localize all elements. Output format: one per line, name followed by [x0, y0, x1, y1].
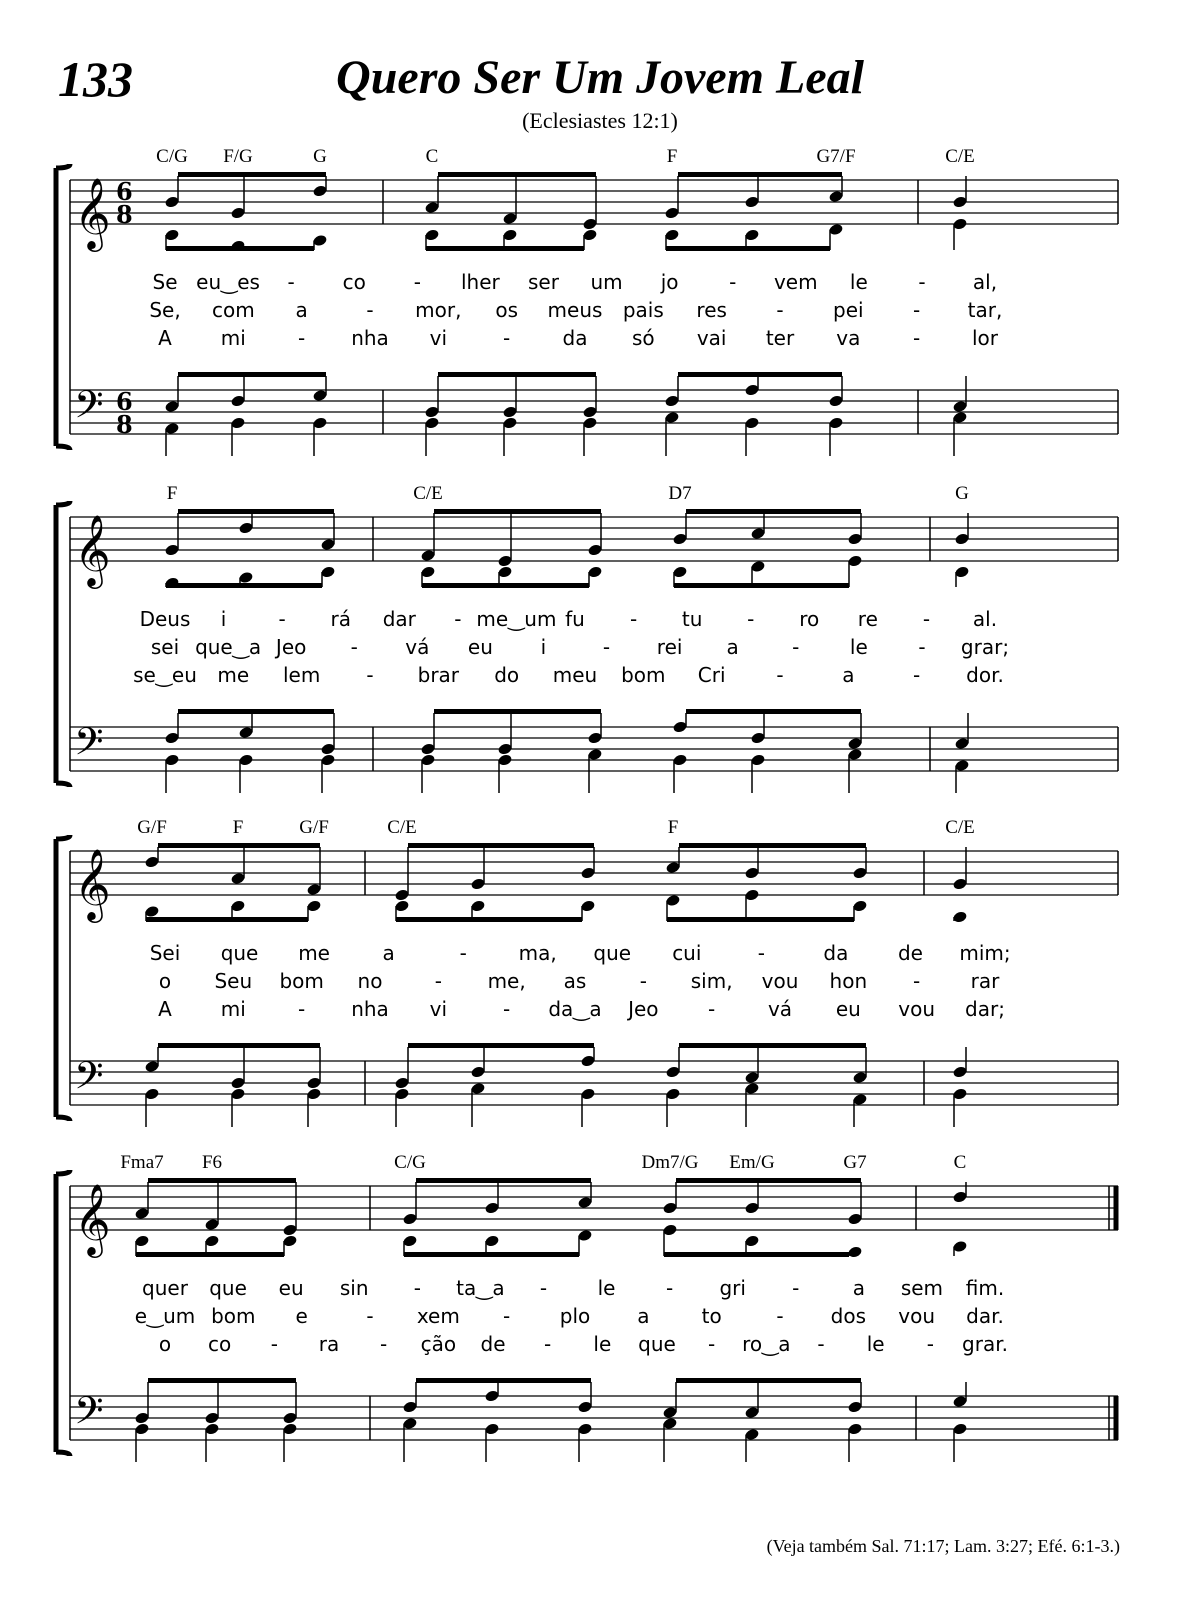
footnote: (Veja também Sal. 71:17; Lam. 3:27; Efé. 6:1-3.) — [766, 1536, 1120, 1556]
lyric-syllable: me — [298, 941, 330, 965]
syllable-hyphen: - — [708, 997, 716, 1021]
lyric-syllable: vem — [773, 270, 818, 294]
lyric-syllable: grar. — [962, 1332, 1008, 1356]
chord-symbol: G — [955, 483, 969, 504]
chord-symbol: F — [232, 817, 244, 838]
beam — [679, 1043, 866, 1048]
chord-symbol: C/E — [413, 483, 443, 504]
verse-1-lyrics — [142, 1276, 1004, 1300]
verse-3-lyrics — [158, 997, 1005, 1021]
bass-staff — [70, 1388, 1118, 1442]
syllable-hyphen: - — [913, 298, 921, 322]
lyric-syllable: hon — [829, 969, 868, 993]
beam — [438, 172, 596, 177]
lyric-syllable: o — [158, 969, 172, 993]
lyric-syllable: to — [701, 1304, 722, 1328]
verse-1-lyrics — [153, 270, 998, 294]
verse-3-lyrics — [133, 663, 1004, 687]
lyric-syllable: Seu — [214, 969, 253, 993]
chord-symbol: C/E — [387, 817, 417, 838]
beam — [416, 1178, 591, 1183]
treble-clef: 𝄞 — [74, 847, 111, 920]
treble-staff — [70, 176, 1118, 252]
syllable-hyphen: - — [270, 1332, 278, 1356]
beam — [426, 246, 584, 251]
chord-symbol: F — [667, 817, 679, 838]
lyric-syllable: ta‿a — [456, 1276, 505, 1300]
beam — [664, 1252, 849, 1257]
beam — [178, 172, 326, 177]
lyric-syllable: sei — [150, 635, 180, 659]
syllable-hyphen: - — [503, 997, 511, 1021]
syllable-hyphen: - — [922, 607, 931, 631]
syllable-hyphen: - — [926, 1332, 934, 1356]
lyric-syllable: da‿a — [548, 997, 602, 1021]
syllable-hyphen: - — [913, 663, 921, 687]
syllable-hyphen: - — [544, 1332, 552, 1356]
beam — [148, 1378, 296, 1383]
lyric-syllable: que — [209, 1276, 247, 1300]
beam — [686, 709, 861, 714]
beam — [676, 1378, 861, 1383]
syllable-hyphen: - — [792, 1276, 800, 1300]
system-2 — [56, 483, 1118, 793]
lyric-syllable: meus — [547, 298, 603, 322]
lyric-syllable: ma, — [518, 941, 557, 965]
chord-symbol: G/F — [299, 817, 329, 838]
lyric-syllable: que — [638, 1332, 676, 1356]
lyric-syllable: ter — [765, 326, 795, 350]
lyric-syllable: le — [593, 1332, 612, 1356]
chord-symbol: C/G — [156, 146, 188, 167]
beam — [686, 509, 861, 514]
lyric-syllable: vou — [898, 1304, 936, 1328]
lyric-syllable: i — [220, 607, 227, 631]
syllable-hyphen: - — [413, 270, 421, 294]
time-signature-top: 6 — [116, 177, 133, 206]
bass-clef: 𝄢 — [74, 382, 104, 436]
lyric-syllable: nha — [351, 997, 389, 1021]
syllable-hyphen: - — [366, 663, 374, 687]
beam — [434, 509, 601, 514]
beam — [666, 246, 830, 251]
verse-3-lyrics — [159, 1332, 1008, 1356]
lyric-syllable: vi — [429, 326, 448, 350]
lyric-syllable: a — [852, 1276, 865, 1300]
lyric-syllable: rei — [656, 635, 683, 659]
syllable-hyphen: - — [747, 607, 755, 631]
lyric-syllable: no — [357, 969, 383, 993]
lyric-syllable: fim. — [965, 1276, 1005, 1300]
lyric-syllable: le — [849, 635, 868, 659]
beam — [416, 1378, 591, 1383]
verse-1-lyrics — [140, 607, 997, 631]
lyric-syllable: nha — [351, 326, 389, 350]
syllable-hyphen: - — [287, 270, 295, 294]
beam — [408, 1043, 594, 1048]
lyric-syllable: ro‿a — [742, 1332, 791, 1356]
lyric-syllable: ra — [318, 1332, 340, 1356]
lyric-syllable: o — [158, 1332, 172, 1356]
lyric-syllable: dar. — [966, 1304, 1004, 1328]
syllable-hyphen: - — [757, 941, 765, 965]
lyric-syllable: sim, — [690, 969, 733, 993]
lyric-syllable: um — [590, 270, 623, 294]
syllable-hyphen: - — [366, 298, 374, 322]
lyric-syllable: Se, — [149, 298, 181, 322]
syllable-hyphen: - — [366, 1304, 374, 1328]
syllable-hyphen: - — [503, 326, 511, 350]
lyric-syllable: eu — [278, 1276, 304, 1300]
system-bracket — [56, 164, 70, 450]
lyric-syllable: vou — [898, 997, 936, 1021]
syllable-hyphen: - — [918, 635, 926, 659]
lyric-syllable: i — [540, 635, 547, 659]
chord-symbol: C — [425, 146, 439, 167]
lyric-syllable: pei — [833, 298, 864, 322]
lyric-syllable: vá — [405, 635, 430, 659]
chord-symbol: F — [666, 146, 678, 167]
lyric-syllable: meu — [552, 663, 598, 687]
chord-symbol: G7 — [843, 1152, 867, 1173]
beam — [178, 509, 334, 514]
beam — [178, 709, 334, 714]
syllable-hyphen: - — [454, 607, 462, 631]
beam — [158, 843, 320, 848]
lyric-syllable: dos — [830, 1304, 867, 1328]
chord-symbol: F/G — [223, 146, 253, 167]
lyric-syllable: sin — [339, 1276, 369, 1300]
syllable-hyphen: - — [776, 1304, 784, 1328]
lyric-syllable: rá — [330, 607, 351, 631]
lyric-syllable: tu — [681, 607, 703, 631]
lyric-syllable: mor, — [415, 298, 462, 322]
syllable-hyphen: - — [350, 635, 358, 659]
syllable-hyphen: - — [918, 270, 926, 294]
lyric-syllable: vou — [761, 969, 799, 993]
lyric-syllable: as — [563, 969, 587, 993]
beam — [136, 1252, 284, 1257]
lyric-syllable: lor — [971, 326, 999, 350]
beam — [679, 843, 866, 848]
time-signature-bottom: 8 — [116, 200, 133, 229]
beam — [178, 372, 326, 377]
lyric-syllable: vi — [429, 997, 448, 1021]
lyric-syllable: vai — [696, 326, 727, 350]
lyric-syllable: os — [495, 298, 518, 322]
chord-symbol: Dm7/G — [641, 1152, 699, 1173]
lyric-syllable: dor. — [966, 663, 1004, 687]
chord-symbol: C — [953, 1152, 967, 1173]
beam — [438, 372, 596, 377]
lyric-syllable: dar — [382, 607, 416, 631]
system-3 — [56, 817, 1118, 1127]
lyric-syllable: brar — [417, 663, 460, 687]
syllable-hyphen: - — [913, 969, 921, 993]
lyric-syllable: eu‿es — [196, 270, 260, 294]
lyric-syllable: da — [562, 326, 588, 350]
syllable-hyphen: - — [278, 607, 286, 631]
verse-3-lyrics — [158, 326, 999, 350]
lyric-syllable: A — [158, 326, 172, 350]
beam — [667, 917, 854, 922]
beam — [422, 583, 589, 588]
lyric-syllable: va — [836, 326, 861, 350]
beam — [678, 372, 842, 377]
lyric-syllable: eu — [467, 635, 493, 659]
lyric-syllable: mim; — [959, 941, 1011, 965]
hymn-title: Quero Ser Um Jovem Leal — [336, 51, 864, 104]
verse-2-lyrics — [151, 635, 1009, 659]
syllable-hyphen: - — [380, 1332, 388, 1356]
lyric-syllable: al, — [972, 270, 998, 294]
lyric-syllable: e — [295, 1304, 308, 1328]
lyric-syllable: ção — [420, 1332, 457, 1356]
beam — [146, 917, 308, 922]
verse-2-lyrics — [135, 1304, 1004, 1328]
treble-clef: 𝄞 — [74, 1182, 111, 1255]
lyric-syllable: pais — [622, 298, 664, 322]
lyric-syllable: bom — [621, 663, 666, 687]
chord-symbol: C/E — [945, 146, 975, 167]
syllable-hyphen: - — [539, 1276, 548, 1300]
syllable-hyphen: - — [413, 1276, 421, 1300]
bass-clef: 𝄢 — [74, 1053, 104, 1107]
lyric-syllable: a — [382, 941, 395, 965]
lyric-syllable: bom — [279, 969, 324, 993]
syllable-hyphen: - — [817, 1332, 825, 1356]
lyric-syllable: plo — [559, 1304, 591, 1328]
chord-symbol: F — [166, 483, 178, 504]
chord-symbol: C/E — [945, 817, 975, 838]
lyric-syllable: le — [849, 270, 868, 294]
lyric-syllable: que‿a — [195, 635, 262, 659]
verse-2-lyrics — [159, 969, 1000, 993]
chord-symbol: Em/G — [729, 1152, 775, 1173]
chord-symbol: D7 — [668, 483, 692, 504]
syllable-hyphen: - — [459, 941, 467, 965]
lyric-syllable: mi — [220, 326, 246, 350]
lyric-syllable: grar; — [960, 635, 1010, 659]
syllable-hyphen: - — [503, 1304, 511, 1328]
system-bracket — [56, 835, 70, 1121]
lyric-syllable: se‿eu — [133, 663, 197, 687]
lyric-syllable: eu — [835, 997, 861, 1021]
bass-clef: 𝄢 — [74, 719, 104, 773]
lyric-syllable: quer — [142, 1276, 188, 1300]
beam — [674, 583, 849, 588]
lyric-syllable: me — [217, 663, 250, 687]
syllable-hyphen: - — [792, 635, 800, 659]
treble-clef: 𝄞 — [74, 176, 111, 249]
lyric-syllable: fu — [565, 607, 585, 631]
lyric-syllable: do — [494, 663, 520, 687]
lyric-syllable: le — [597, 1276, 616, 1300]
lyric-syllable: a — [842, 663, 855, 687]
beam — [166, 583, 322, 588]
time-signature-bottom: 8 — [116, 410, 133, 439]
time-signature-top: 6 — [116, 387, 133, 416]
syllable-hyphen: - — [776, 663, 784, 687]
lyric-syllable: cui — [672, 941, 702, 965]
syllable-hyphen: - — [776, 298, 784, 322]
chord-symbol: C/G — [394, 1152, 426, 1173]
lyric-syllable: gri — [719, 1276, 746, 1300]
beam — [396, 917, 582, 922]
lyric-syllable: Se — [152, 270, 178, 294]
syllable-hyphen: - — [708, 1332, 716, 1356]
scripture-reference: (Eclesiastes 12:1) — [522, 108, 678, 133]
lyric-syllable: a — [295, 298, 308, 322]
lyric-syllable: Jeo — [275, 635, 307, 659]
beam — [676, 1178, 861, 1183]
beam — [408, 843, 594, 848]
lyric-syllable: Deus — [139, 607, 191, 631]
lyric-syllable: al. — [972, 607, 998, 631]
verse-2-lyrics — [149, 298, 1002, 322]
lyric-syllable: me, — [487, 969, 526, 993]
syllable-hyphen: - — [629, 607, 638, 631]
lyric-syllable: Jeo — [628, 997, 659, 1021]
lyric-syllable: le — [866, 1332, 885, 1356]
verse-1-lyrics — [150, 941, 1011, 965]
lyric-syllable: co — [208, 1332, 232, 1356]
system-bracket — [56, 501, 70, 787]
lyric-syllable: só — [632, 326, 655, 350]
syllable-hyphen: - — [913, 326, 921, 350]
system-1 — [56, 146, 1118, 456]
lyric-syllable: e‿um — [134, 1304, 196, 1328]
lyric-syllable: de — [897, 941, 923, 965]
system-4 — [56, 1152, 1118, 1462]
lyric-syllable: ser — [527, 270, 559, 294]
beam — [678, 172, 842, 177]
syllable-hyphen: - — [298, 326, 306, 350]
beam — [166, 246, 314, 251]
beam — [158, 1043, 320, 1048]
lyric-syllable: a — [726, 635, 739, 659]
lyric-syllable: mi — [220, 997, 246, 1021]
lyric-syllable: co — [342, 270, 366, 294]
lyric-syllable: lem — [282, 663, 321, 687]
lyric-syllable: xem — [416, 1304, 460, 1328]
lyric-syllable: Sei — [149, 941, 181, 965]
lyric-syllable: dar; — [965, 997, 1005, 1021]
lyric-syllable: A — [158, 997, 172, 1021]
lyric-syllable: Cri — [697, 663, 726, 687]
lyric-syllable: vá — [767, 997, 793, 1021]
lyric-syllable: res — [696, 298, 727, 322]
lyric-syllable: de — [480, 1332, 506, 1356]
lyric-syllable: re — [857, 607, 878, 631]
syllable-hyphen: - — [666, 1276, 674, 1300]
lyric-syllable: lher — [461, 270, 500, 294]
lyric-syllable: rar — [970, 969, 1000, 993]
lyric-syllable: me‿um — [476, 607, 557, 631]
syllable-hyphen: - — [434, 969, 442, 993]
system-bracket — [56, 1170, 70, 1456]
chord-symbol: Fma7 — [120, 1152, 164, 1173]
syllable-hyphen: - — [298, 997, 306, 1021]
syllable-hyphen: - — [639, 969, 647, 993]
lyric-syllable: bom — [211, 1304, 256, 1328]
lyric-syllable: que — [220, 941, 259, 965]
lyric-syllable: a — [637, 1304, 650, 1328]
lyric-syllable: jo — [660, 270, 679, 294]
lyric-syllable: que — [593, 941, 632, 965]
lyric-syllable: ro — [799, 607, 820, 631]
hymn-number: 133 — [58, 51, 133, 107]
treble-clef: 𝄞 — [74, 513, 111, 586]
syllable-hyphen: - — [602, 635, 611, 659]
chord-symbol: G — [313, 146, 327, 167]
chord-symbol: F6 — [201, 1152, 223, 1173]
beam — [148, 1178, 296, 1183]
beam — [434, 709, 601, 714]
syllable-hyphen: - — [729, 270, 737, 294]
lyric-syllable: com — [211, 298, 255, 322]
beam — [404, 1252, 579, 1257]
chord-symbol: G/F — [137, 817, 167, 838]
chord-symbol: G7/F — [816, 146, 856, 167]
lyric-syllable: tar, — [967, 298, 1003, 322]
lyric-syllable: sem — [900, 1276, 944, 1300]
lyric-syllable: da — [823, 941, 849, 965]
bass-clef: 𝄢 — [74, 1388, 104, 1442]
